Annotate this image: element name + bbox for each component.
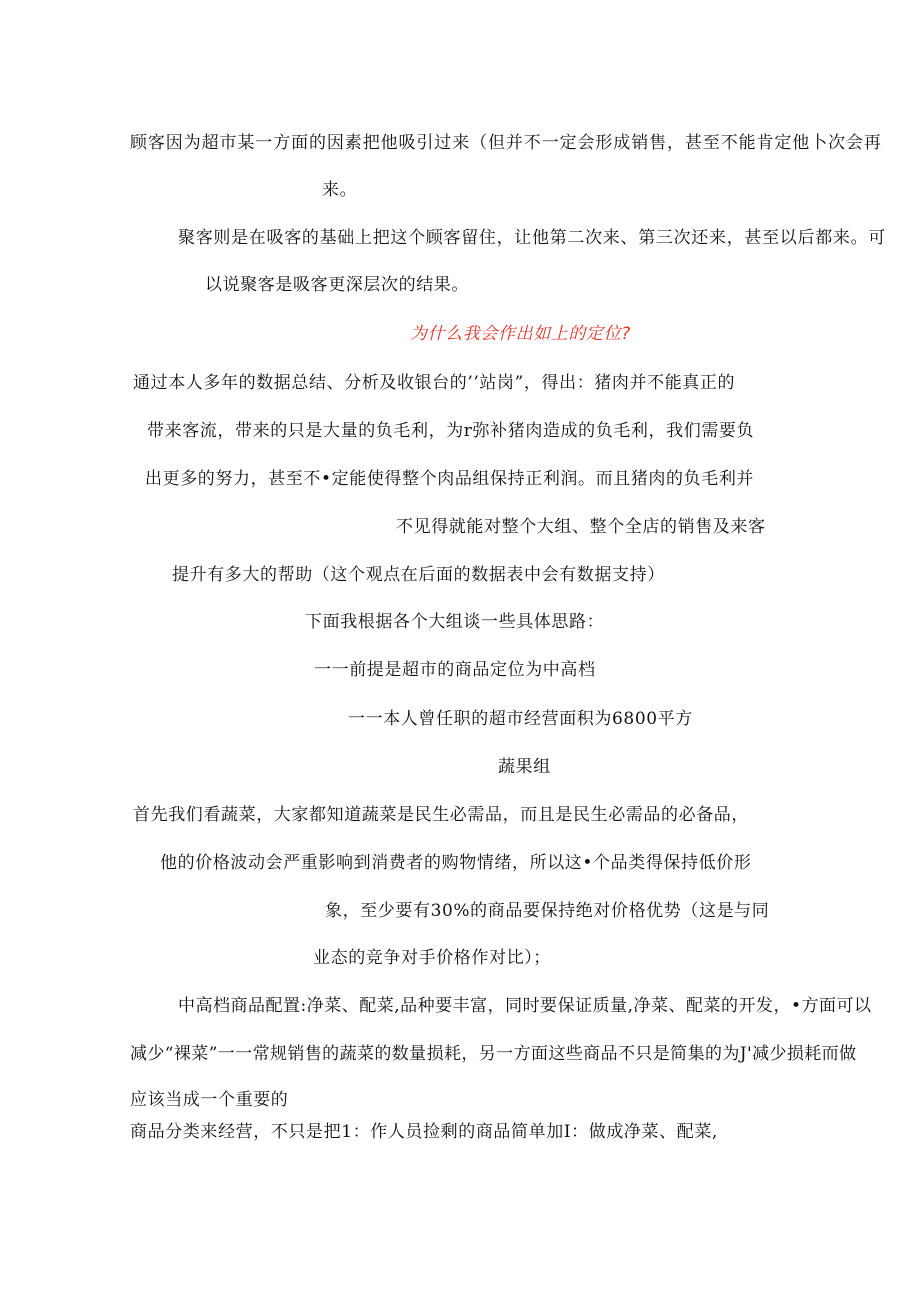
paragraph3-line1: 通过本人多年的数据总结、分析及收银台的’’站岗”，得出：猪肉并不能真正的 xyxy=(133,373,736,393)
paragraph2-line1: 聚客则是在吸客的基础上把这个顾客留住，让他第二次来、第三次还来，甚至以后都来。可 xyxy=(178,228,886,248)
paragraph5-line3: 应该当成一个重要的 xyxy=(130,1090,289,1110)
premise-line-1: 一一前提是超市的商品定位为中高档 xyxy=(314,660,596,680)
paragraph3-line5: 提升有多大的帮助（这个观点在后面的数据表中会有数据支持） xyxy=(172,565,665,585)
paragraph4-line3: 象，至少要有30%的商品要保持绝对价格优势（这是与同 xyxy=(325,901,770,921)
paragraph5-line4: 商品分类来经营，不只是把1：作人员捡剩的商品简单加I：做成净菜、配菜, xyxy=(130,1122,718,1142)
paragraph3-line3: 出更多的努力，甚至不•定能使得整个肉品组保持正利润。而且猪肉的负毛利并 xyxy=(145,469,755,489)
paragraph4-line4: 业态的竞争对手价格作对比）； xyxy=(313,948,551,968)
section-heading: 为什么我会作出如上的定位? xyxy=(410,324,631,344)
paragraph5-line2: 减少“裸菜”一一常规销售的蔬菜的数量损耗，另一方面这些商品不只是简集的为J'减少损耗而做 xyxy=(130,1044,857,1064)
premise-line-2: 一一本人曾任职的超市经营面积为6800平方 xyxy=(348,709,693,729)
intro-line: 下面我根据各个大组谈一些具体思路： xyxy=(305,612,605,632)
paragraph1-line2: 来。 xyxy=(322,180,358,200)
paragraph4-line2: 他的价格波动会严重影响到消费者的购物情绪，所以这•个品类得保持低价形 xyxy=(160,853,752,873)
group-title: 蔬果组 xyxy=(498,757,551,777)
paragraph3-line4: 不见得就能对整个大组、整个全店的销售及来客 xyxy=(396,517,766,537)
paragraph2-line2: 以说聚客是吸客更深层次的结果。 xyxy=(205,275,469,295)
paragraph5-line1: 中高档商品配置:净菜、配菜,品种要丰富，同时要保证质量,净菜、配菜的开发，•方面可以 xyxy=(178,996,872,1016)
paragraph3-line2: 带来客流，带来的只是大量的负毛利，为r弥补猪肉造成的负毛利，我们需要负 xyxy=(147,421,755,441)
paragraph1-line1: 顾客因为超市某一方面的因素把他吸引过来（但并不一定会形成销售，甚至不能肯定他卜次会再 xyxy=(130,133,882,153)
paragraph4-line1: 首先我们看蔬菜，大家都知道蔬菜是民生必需品，而且是民生必需品的必备品， xyxy=(133,805,749,825)
